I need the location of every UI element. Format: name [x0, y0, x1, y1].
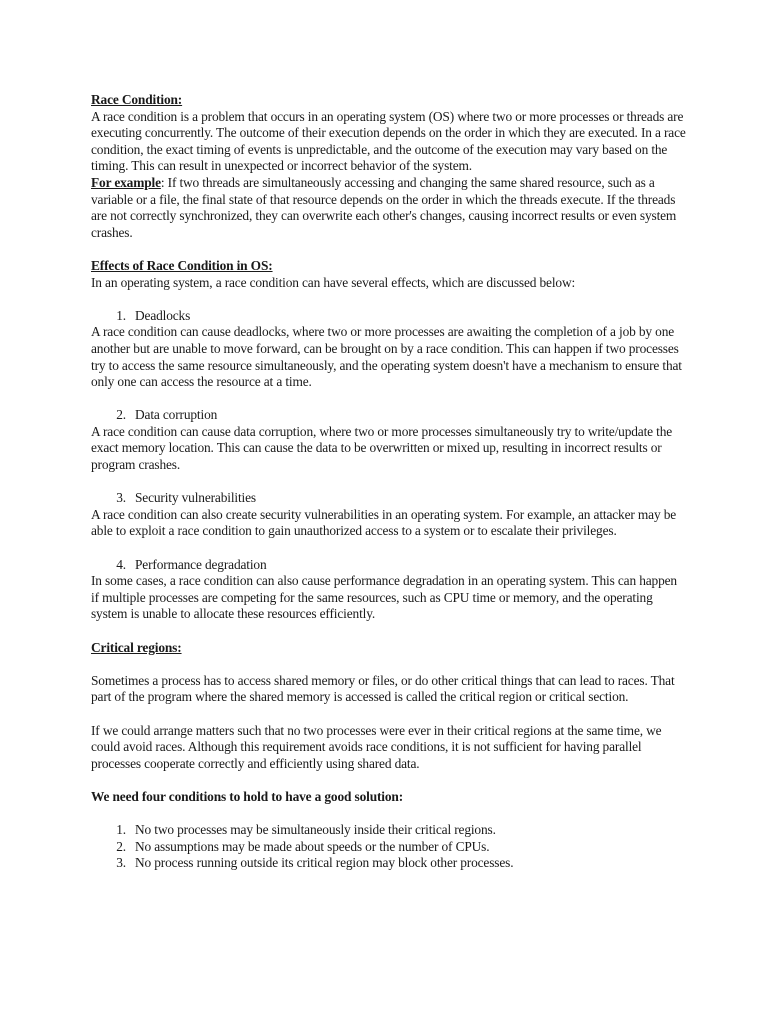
effect-item-title: 1. Deadlocks — [116, 307, 191, 323]
conditions-heading: We need four conditions to hold to have a good solution: — [91, 788, 404, 804]
example-text: : If two threads are simultaneously accessing and changing the same shared resource, such as a variable or a file, the final state of that resource depends on the order in which the threads execute. If the threads are not correctly synchronized, they can overwrite each other's changes, causing incorrect results or even system crashes. — [91, 174, 677, 240]
race-condition-intro: A race condition is a problem that occurs in an operating system (OS) where two or more processes or threads are executing concurrently. The outcome of their execution depends on the order in which they are executed. In a race condition, the exact timing of events is unpredictable, and the outcome of the execution may vary based on the timing. This can result in unexpected or incorrect behavior of the system. — [91, 108, 686, 174]
critical-regions-para-2: If we could arrange matters such that no two processes were ever in their critical regions at the same time, we could avoid races. Although this requirement avoids race conditions, it is not sufficient for having parallel processes cooperate correctly and efficiently using shared data. — [91, 722, 662, 771]
effect-item-text: In some cases, a race condition can also cause performance degradation in an operating system. This can happen if multiple processes are competing for the same resources, such as CPU time or memory, and the operating system is unable to allocate these resources efficiently. — [91, 573, 677, 622]
effects-heading: Effects of Race Condition in OS: — [91, 257, 273, 273]
effects-intro: In an operating system, a race condition can have several effects, which are discussed below: — [91, 274, 576, 290]
condition-item: 1. No two processes may be simultaneously inside their critical regions. — [116, 822, 496, 838]
condition-item: 2. No assumptions may be made about speeds or the number of CPUs. — [116, 838, 490, 854]
effect-item-text: A race condition can cause deadlocks, where two or more processes are awaiting the completion of a job by one another but are unable to move forward, can be brought on by a race condition. This can happen if two processes try to access the same resource simultaneously, and the operating system doesn't have a mechanism to ensure that only one can access the resource at a time. — [91, 324, 682, 390]
condition-item: 3. No process running outside its critical region may block other processes. — [116, 855, 514, 871]
critical-regions-heading: Critical regions: — [91, 639, 182, 655]
effect-item-title: 4. Performance degradation — [116, 556, 267, 572]
effect-item-title: 2. Data corruption — [116, 407, 218, 423]
effect-item-title: 3. Security vulnerabilities — [116, 490, 256, 506]
example-label: For example — [91, 174, 161, 190]
effect-item-text: A race condition can also create security vulnerabilities in an operating system. For example, an attacker may be able to exploit a race condition to gain unauthorized access to a system or to escalate their privileges. — [91, 506, 677, 539]
critical-regions-para-1: Sometimes a process has to access shared memory or files, or do other critical things that can lead to races. That part of the program where the shared memory is accessed is called the critical region or critical section. — [91, 672, 675, 705]
effect-item-text: A race condition can cause data corruption, where two or more processes simultaneously try to write/update the exact memory location. This can cause the data to be overwritten or mixed up, resulting in incorrect results or program crashes. — [91, 423, 673, 473]
race-condition-heading: Race Condition: — [91, 92, 183, 107]
race-condition-example — [91, 175, 688, 241]
